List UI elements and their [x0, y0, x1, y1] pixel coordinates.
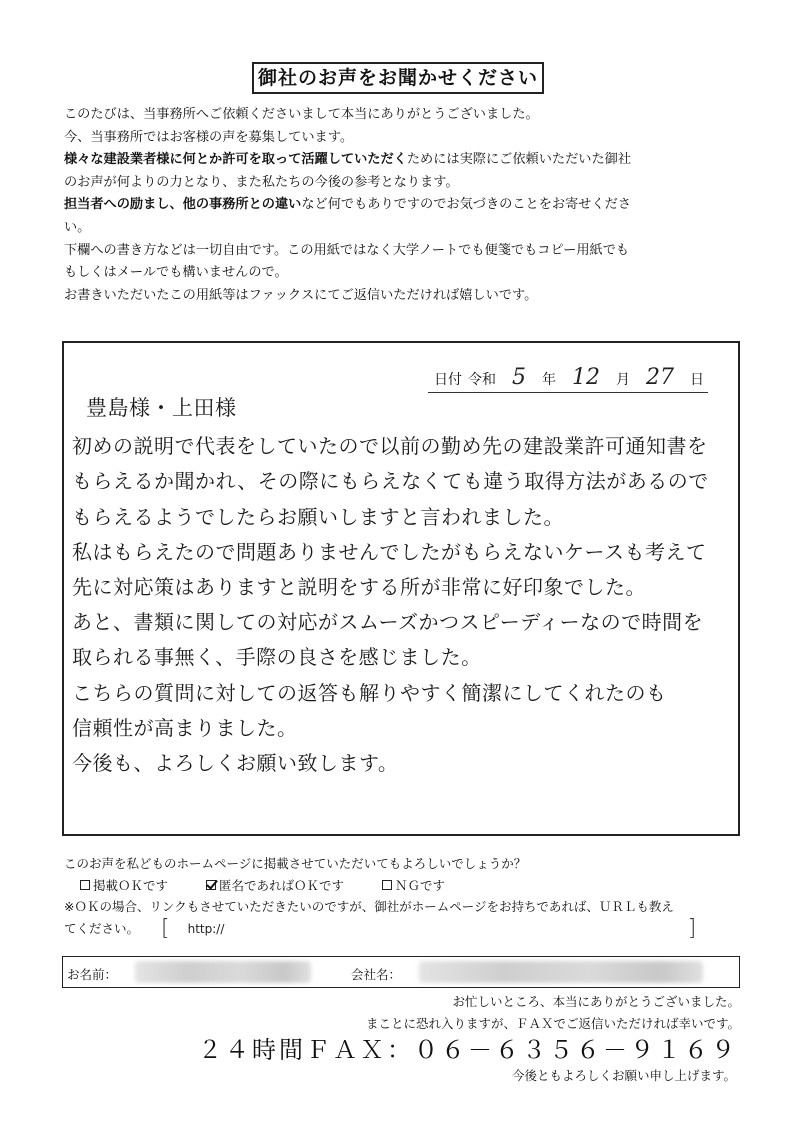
date-month: 12 [572, 365, 600, 390]
date-label: 日付 [434, 372, 462, 388]
thanks-text: お忙しいところ、本当にありがとうございました。 [452, 994, 740, 1009]
ok-note-line: ※ＯＫの場合、リンクもさせていただきたいのですが、御社がホームページをお持ちであれば、ＵＲＬも教え [64, 899, 674, 914]
option-ng[interactable] [382, 876, 445, 894]
checkbox[interactable] [80, 880, 90, 890]
handwritten-letter [72, 391, 732, 781]
intro-rest: など何でもありですのでお気づきのことをお寄せくださ [301, 197, 632, 213]
intro-line: このたびは、当事務所へご依頼くださいまして本当にありがとうございました。 [64, 107, 539, 122]
intro-rest: ためには実際にご依頼いただいた御社 [406, 152, 632, 168]
bracket-close: ] [687, 916, 697, 941]
letter-line: あと、書類に関しての対応がスムーズかつスピーディーなので時間を [72, 610, 704, 635]
ok-note-line: てください。 [64, 921, 140, 936]
intro-bold: 様々な建設業者様に何とか許可を取って活躍していただく [64, 152, 407, 168]
letter-line: もらえるようでしたらお願いしますと言われました。 [72, 504, 564, 529]
intro-line [64, 149, 744, 172]
date-day-unit: 日 [690, 372, 704, 388]
letter-line: 今後も、よろしくお願い致します。 [72, 751, 399, 776]
option-label: 匿名であればＯＫです [219, 878, 345, 893]
date-row [428, 365, 708, 393]
closing-text: 今後ともよろしくお願い申し上げます。 [511, 1068, 736, 1083]
letter-line: 信頼性が高まりました。 [72, 715, 298, 740]
url-field[interactable]: http:// [187, 922, 225, 936]
bracket-open: [ [161, 916, 170, 941]
date-month-unit: 月 [616, 372, 630, 388]
option-label: 掲載ＯＫです [93, 878, 169, 893]
letter-addressee: 豊島様・上田様 [86, 396, 237, 420]
contact-box [62, 956, 740, 988]
date-era: 令和 [468, 372, 496, 388]
intro-line: 今、当事務所ではお客様の声を募集しています。 [64, 129, 354, 145]
option-anonymous-ok[interactable] [206, 876, 344, 894]
date-year: 5 [512, 365, 526, 390]
intro-line: お書きいただいたこの用紙等はファックスにてご返信いただければ嬉しいです。 [64, 287, 538, 303]
checkbox[interactable] [382, 880, 392, 890]
intro-line: もしくはメールでも構いませんので。 [64, 265, 288, 281]
form-title: 御社のお声をお聞かせください [252, 62, 544, 94]
intro-line: のお声が何よりの力となり、また私たちの今後の参考となります。 [64, 174, 459, 190]
date-day: 27 [646, 365, 674, 390]
intro-line: 下欄への書き方などは一切自由です。この用紙ではなく大学ノートでも便箋でもコピー用紙でも [64, 242, 630, 258]
company-redacted [419, 961, 703, 983]
consent-options [80, 876, 483, 894]
letter-line: 先に対応策はありますと説明をする所が非常に好印象でした。 [72, 575, 646, 600]
intro-text [64, 104, 744, 307]
intro-line: い。 [64, 219, 91, 235]
fax-request: まことに恐れ入りますが、ＦＡＸでご返信いただければ幸いです。 [365, 1016, 740, 1031]
consent-question: このお声を私どものホームページに掲載させていただいてもよろしいでしょうか？ [64, 856, 527, 871]
intro-bold: 担当者への励まし、他の事務所との違い [64, 197, 302, 213]
option-publish-ok[interactable] [80, 876, 168, 894]
letter-box [62, 341, 740, 836]
checkbox-checked[interactable] [206, 880, 216, 890]
name-label: お名前： [67, 967, 118, 982]
letter-line: もらえるか聞かれ、その際にもらえなくても違う取得方法があるので [72, 469, 709, 494]
url-line [64, 918, 744, 940]
company-label: 会社名： [351, 967, 402, 982]
fax-number: ２４時間ＦＡＸ：０６－６３５６－９１６９ [198, 1036, 738, 1064]
letter-line: 私はもらえたので問題ありませんでしたがもらえないケースも考えて [72, 539, 707, 564]
intro-line [64, 194, 744, 217]
option-label: ＮＧです [395, 878, 446, 893]
name-redacted [135, 961, 311, 983]
letter-line: 初めの説明で代表をしていたので以前の勤め先の建設業許可通知書を [72, 434, 708, 459]
letter-line: 取られる事無く、手際の良さを感じました。 [72, 645, 482, 670]
letter-line: こちらの質問に対しての返答も解りやすく簡潔にしてくれたのも [72, 680, 667, 705]
ok-note [64, 896, 744, 940]
date-year-unit: 年 [542, 372, 556, 388]
